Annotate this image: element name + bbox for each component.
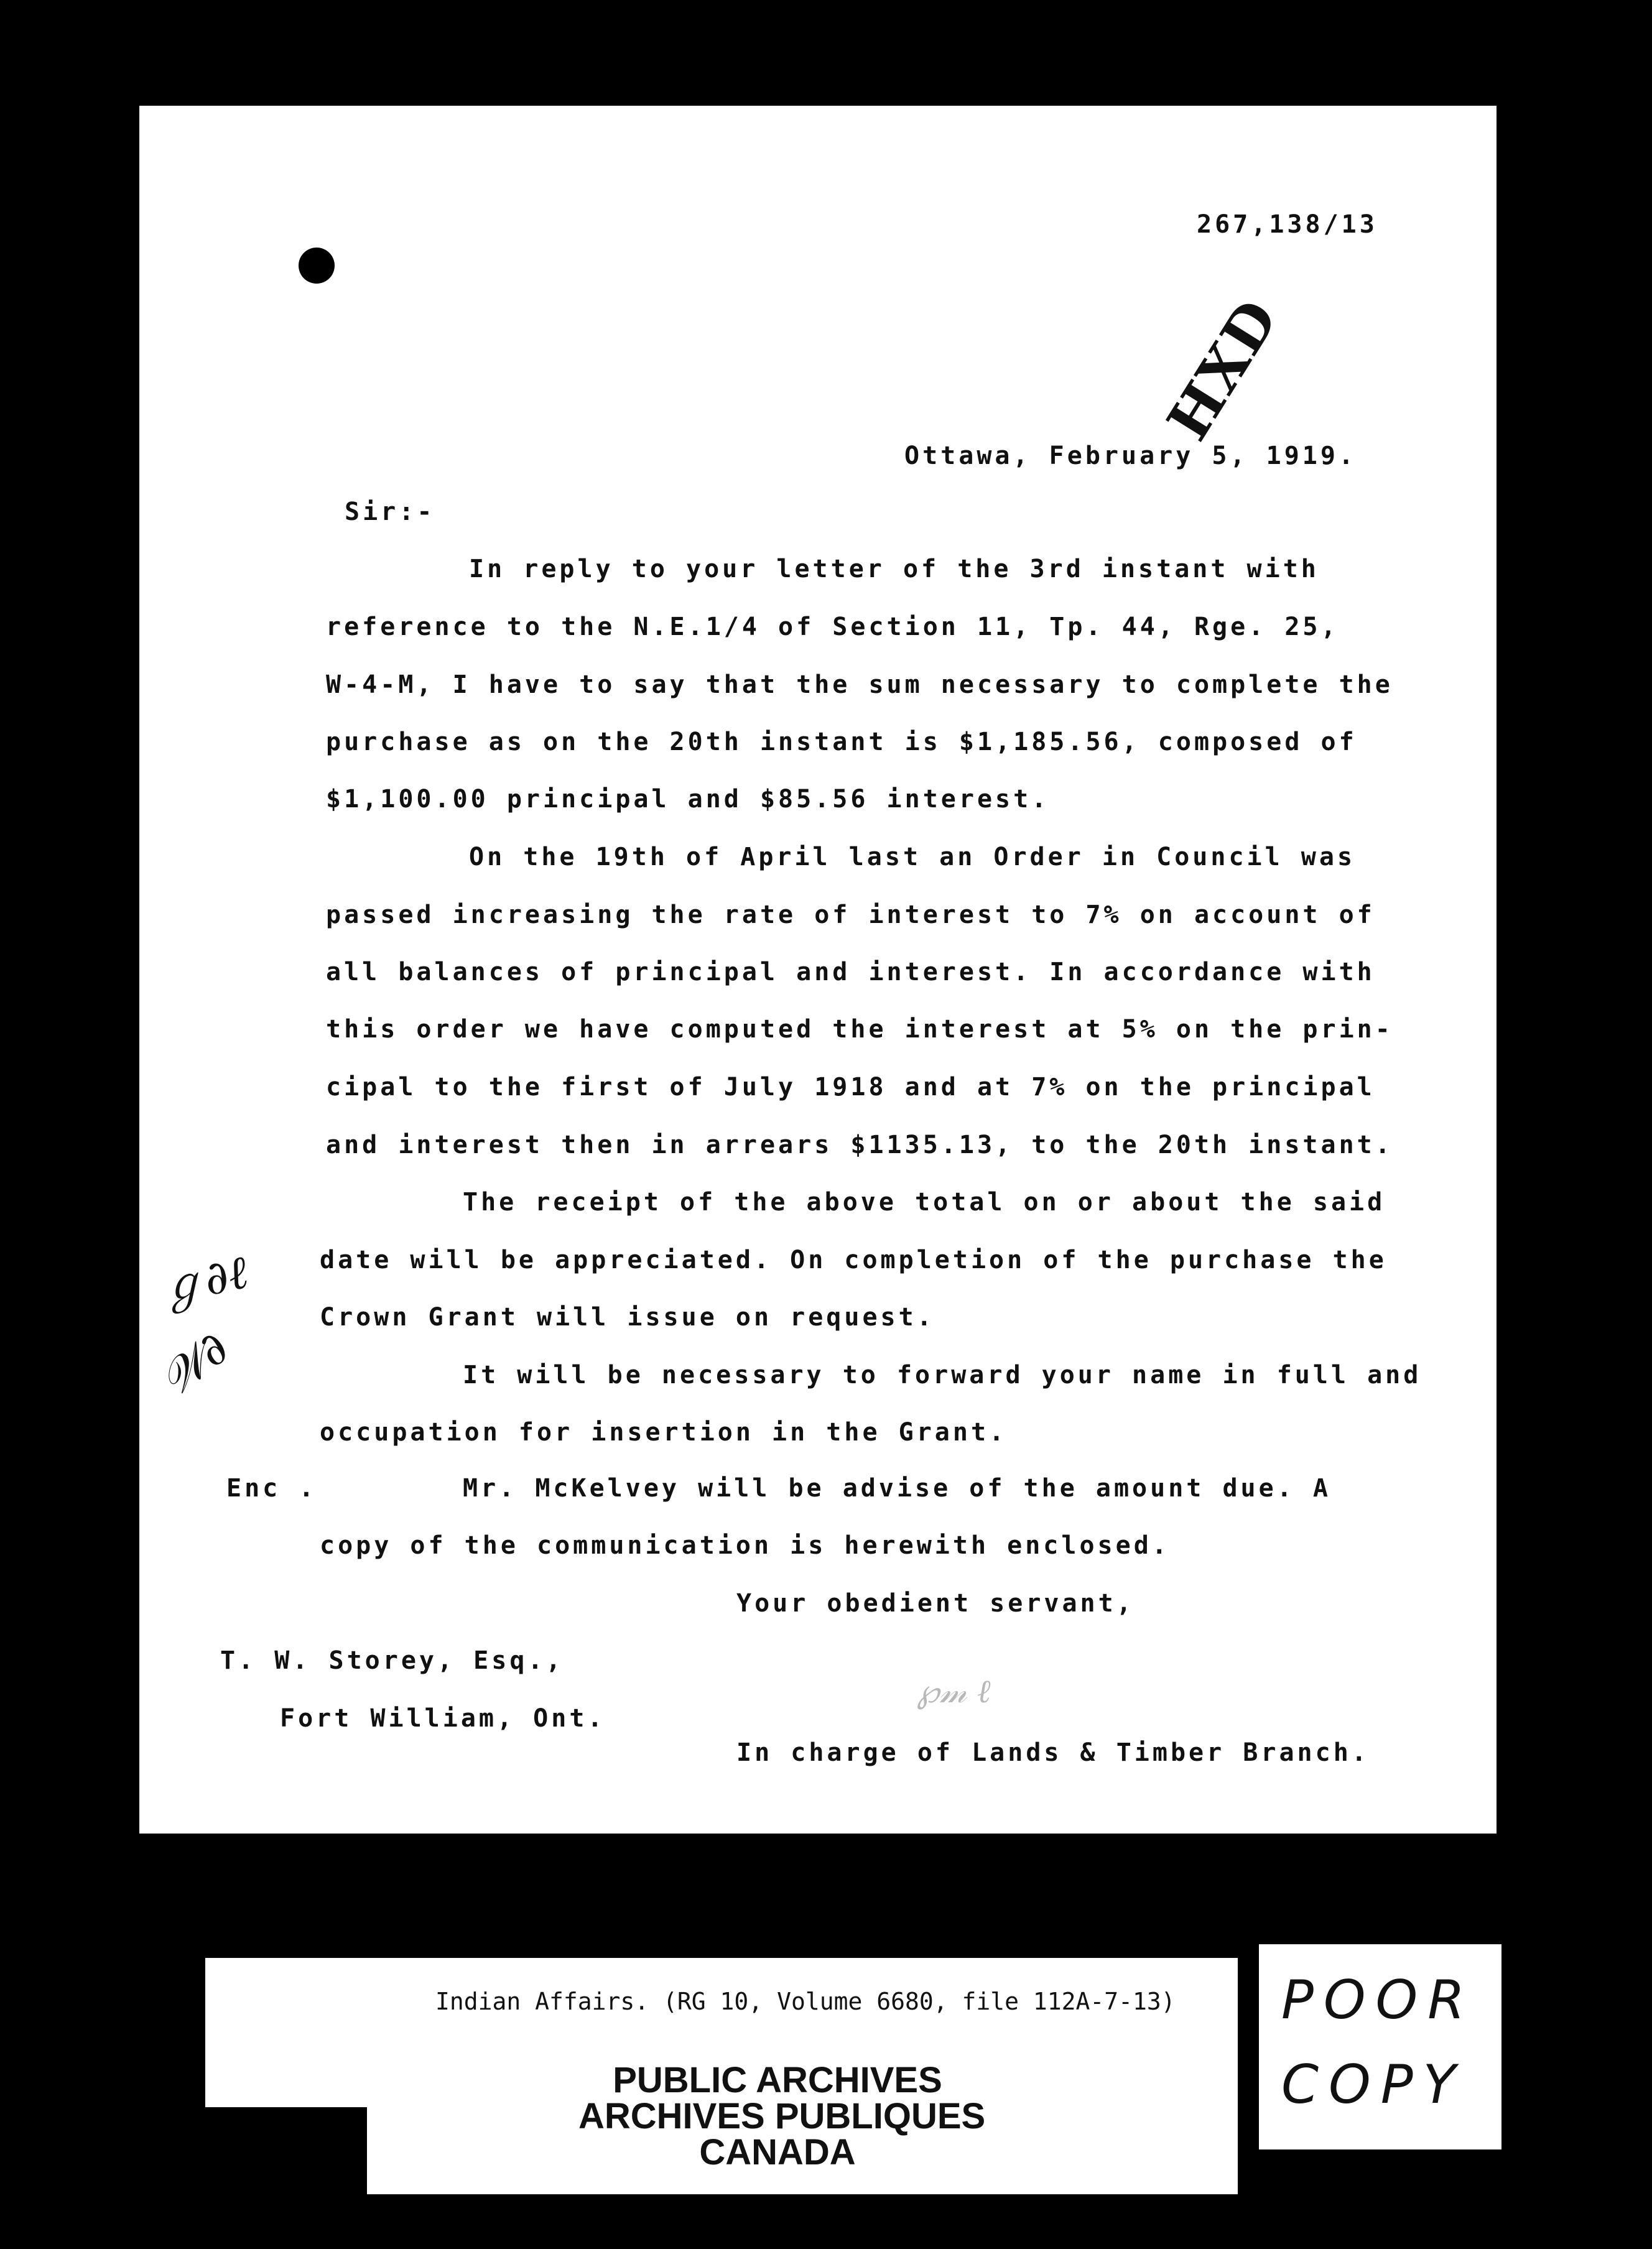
- signature-block: In charge of Lands & Timber Branch.: [736, 1738, 1370, 1767]
- body-line: It will be necessary to forward your name in full and: [463, 1361, 1422, 1389]
- archive-label: [367, 1958, 1238, 2194]
- archive-reference: Indian Affairs. (RG 10, Volume 6680, file 112A-7-13): [435, 1988, 1176, 2015]
- margin-annotation: ℊ∂ℓ: [154, 1245, 253, 1316]
- addressee-name: T. W. Storey, Esq.,: [220, 1646, 564, 1675]
- body-line: The receipt of the above total on or about the said: [463, 1188, 1386, 1217]
- body-line: Mr. McKelvey will be advise of the amount due. A: [463, 1474, 1331, 1503]
- margin-initials: 𝒲∂: [149, 1320, 239, 1407]
- quality-note-line1: POOR: [1281, 1969, 1475, 2031]
- archive-country: CANADA: [699, 2132, 856, 2172]
- body-line: $1,100.00 principal and $85.56 interest.: [326, 785, 1050, 814]
- body-line: W-4-M, I have to say that the sum necessary to complete the: [326, 670, 1393, 699]
- body-line: passed increasing the rate of interest to 7% on account of: [326, 901, 1375, 929]
- date-line: Ottawa, February 5, 1919.: [904, 442, 1357, 470]
- body-line: date will be appreciated. On completion of the purchase the: [320, 1246, 1387, 1274]
- archive-name-fr: ARCHIVES PUBLIQUES: [578, 2096, 986, 2136]
- body-line: this order we have computed the interest at 5% on the prin-: [326, 1015, 1393, 1044]
- closing: Your obedient servant,: [736, 1589, 1135, 1618]
- body-line: cipal to the first of July 1918 and at 7% on the principal: [326, 1073, 1375, 1101]
- salutation: Sir:-: [345, 498, 435, 526]
- quality-note-card: [1259, 1944, 1501, 2149]
- file-number: 267,138/13: [1197, 210, 1378, 239]
- body-line: reference to the N.E.1/4 of Section 11, Tp. 44, Rge. 25,: [326, 613, 1339, 641]
- body-line: Crown Grant will issue on request.: [320, 1303, 935, 1332]
- addressee-place: Fort William, Ont.: [280, 1704, 606, 1733]
- body-line: and interest then in arrears $1135.13, to the 20th instant.: [326, 1131, 1393, 1159]
- quality-note-line2: COPY: [1281, 2054, 1466, 2116]
- body-line: On the 19th of April last an Order in Council was: [469, 843, 1356, 871]
- body-line: all balances of principal and interest. In accordance with: [326, 958, 1375, 986]
- signature: ℘𝓂 ℓ: [917, 1673, 991, 1710]
- body-line: purchase as on the 20th instant is $1,185.56, composed of: [326, 728, 1357, 756]
- letter-page: [139, 106, 1497, 1834]
- body-line: copy of the communication is herewith enclosed.: [320, 1531, 1170, 1560]
- body-line: In reply to your letter of the 3rd instant with: [469, 555, 1319, 583]
- archive-name-en: PUBLIC ARCHIVES: [613, 2060, 942, 2100]
- punch-hole: [299, 248, 335, 284]
- received-stamp: HXD: [1154, 287, 1292, 452]
- body-line: occupation for insertion in the Grant.: [320, 1418, 1008, 1447]
- enclosure-mark: Enc .: [226, 1474, 317, 1503]
